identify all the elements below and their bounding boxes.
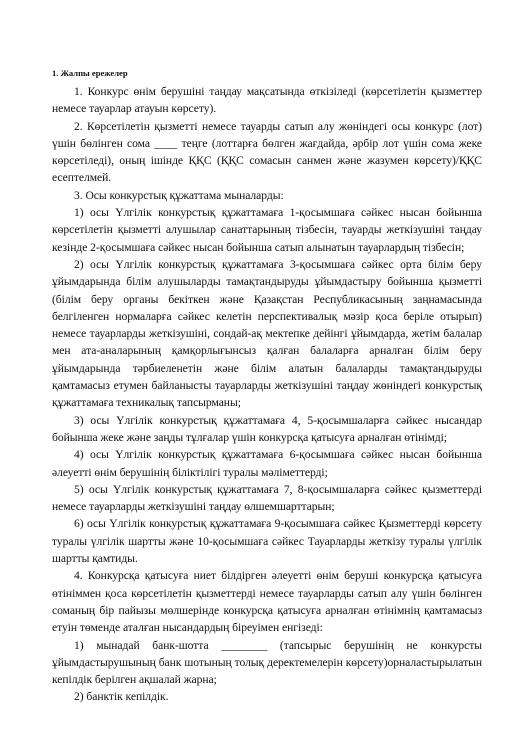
section-heading: 1. Жалпы ережелер [52,68,128,78]
paragraph-3-item-2: 2) осы Үлгілік конкурстық құжаттамаға 3-қосымшаға сәйкес орта білім беру ұйымдарында білім алушыларды тамақтандыруды ұйымдастыру бойынша қызметті (білім беру органы бекіткен және Қазақстан Республикасының заңнамасында белгіленген нормаларға сәйкес келетін перспективалық мәзір қоса беріле отырып) немесе тауарларды жеткізушіні, сондай-ақ мектепке дейінгі ұйымдарда, жетім балалар мен ата-аналарының қамқорлығынсыз қалған балаларға арналған білім беру ұйымдарында тәрбиеленетін және білім алатын балаларды тамақтандыруды қамтамасыз етумен байланысты тауарларды жеткізушіні таңдау жөніндегі конкурстық құжаттамаға техникалық тапсырманы; [52,257,482,410]
paragraph-4-item-2: 2) банктік кепілдік. [74,690,169,704]
paragraph-2: 2. Көрсетілетін қызметті немесе тауарды сатып алу жөніндегі осы конкурс (лот) үшін бөлінген сома ____ теңге (лоттарға бөлген жағдайда, әрбір лот үшін сома жеке көрсетіледі), оның ішінде ҚҚС (ҚҚС сомасын санмен және жазумен көрсету)/ҚҚС есептелмей. [52,119,482,185]
paragraph-3-item-1: 1) осы Үлгілік конкурстық құжаттамаға 1-қосымшаға сәйкес нысан бойынша көрсетілетін қызметті алушылар санаттарының тізбесін, тауарды жеткізушіні таңдау кезінде 2-қосымшаға сәйкес нысан бойынша сатып алынатын тауарлардың тізбесін; [52,206,482,254]
document-body [52,68,482,706]
paragraph-3-item-6: 6) осы Үлгілік конкурстық құжаттамаға 9-қосымшаға сәйкес Қызметтерді көрсету туралы үлгілік шартты және 10-қосымшаға сәйкес Тауарларды жеткізу туралы үлгілік шартты қамтиды. [52,517,482,566]
paragraph-3-item-5: 5) осы Үлгілік конкурстық құжаттамаға 7, 8-қосымшаларға сәйкес қызметтерді немесе тауарларды жеткізушіні таңдау өлшемшарттарын; [52,482,482,514]
paragraph-1: 1. Конкурс өнім берушіні таңдау мақсатында өткізіледі (көрсетілетін қызметтер немесе тауарлар атауын көрсету). [52,85,482,116]
paragraph-3-item-4: 4) осы Үлгілік конкурстық құжаттамаға 6-қосымшаға сәйкес нысан бойынша әлеуетті өнім берушінің біліктілігі туралы мәліметтерді; [52,448,482,479]
paragraph-4: 4. Конкурсқа қатысуға ниет білдірген әлеуетті өнім беруші конкурсқа қатысуға өтініммен қоса көрсетілетін қызметтерді немесе тауарларды сатып алу үшін бөлінген соманың бір пайызы мөлшерінде конкурсқа қатысуға арналған өтінімнің қамтамасыз етуін төменде аталған нысандардың біреуімен енгізеді: [52,569,482,635]
paragraph-4-item-1: 1) мынадай банк-шотта ________ (тапсырыс берушінің не конкурсты ұйымдастырушының банк шотының толық деректемелерін көрсету)орналастырылатын кепілдік берілген ақшалай жарна; [52,638,482,687]
paragraph-3-item-3: 3) осы Үлгілік конкурстық құжаттамаға 4, 5-қосымшаларға сәйкес нысандар бойынша жеке және заңды тұлғалар үшін конкурсқа қатысуға арналған өтінімді; [52,413,482,444]
paragraph-3: 3. Осы конкурстық құжаттама мыналарды: [74,188,284,202]
